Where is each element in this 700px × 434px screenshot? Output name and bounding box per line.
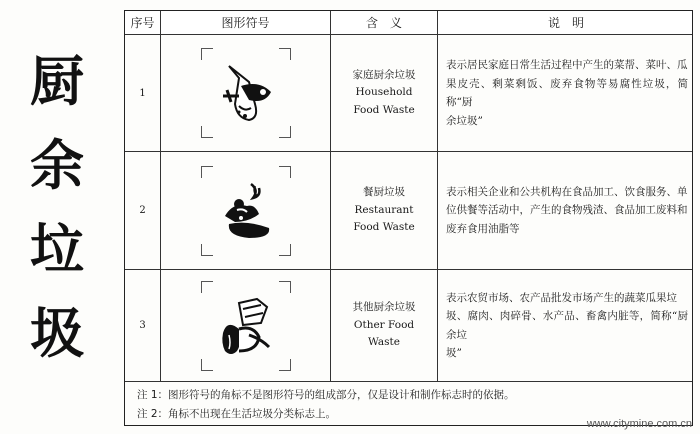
table-header xyxy=(125,11,692,35)
description-cell xyxy=(438,35,694,151)
table-row xyxy=(125,270,692,382)
meaning-en: Food Waste xyxy=(353,221,415,234)
side-title-char: 垃 xyxy=(30,218,84,281)
symbol-table xyxy=(124,10,693,426)
side-title-char: 圾 xyxy=(30,302,84,365)
header-desc: 说 明 xyxy=(547,16,584,30)
symbol-cell xyxy=(161,152,331,269)
meaning-cn: 其他厨余垃圾 xyxy=(352,301,416,314)
header-no: 序号 xyxy=(125,11,161,34)
meaning-cell xyxy=(331,270,438,381)
meaning-en: Waste xyxy=(368,336,400,349)
description-line: 余垃圾” xyxy=(446,114,483,127)
description-line: 表示居民家庭日常生活过程中产生的菜帮、菜叶、瓜 xyxy=(446,59,688,71)
description-line: 果皮壳、剩菜剩饭、废弃食物等易腐性垃圾，简称“厨 xyxy=(446,77,688,108)
restaurant-food-waste-icon xyxy=(201,166,291,256)
meaning-cell xyxy=(331,152,438,269)
description-line: 表示农贸市场、农产品批发市场产生的蔬菜瓜果垃 xyxy=(446,291,677,304)
row-number: 3 xyxy=(125,270,161,381)
meaning-en: Household xyxy=(355,86,413,99)
side-title xyxy=(22,40,92,376)
side-title-char: 厨 xyxy=(30,50,84,113)
header-symbol: 图形符号 xyxy=(161,11,331,34)
meaning-cell xyxy=(331,35,438,151)
row-number: 2 xyxy=(125,152,161,269)
note-line: 注 1：图形符号的角标不是图形符号的组成部分，仅是设计和制作标志时的依据。 xyxy=(137,389,515,401)
description-line: 位供餐等活动中，产生的食物残渣、食品加工废料和 xyxy=(446,204,688,217)
row-number: 1 xyxy=(125,35,161,151)
description-line: 圾、腐肉、肉碎骨、水产品、畜禽内脏等，简称“厨余垃 xyxy=(446,310,688,341)
household-food-waste-icon xyxy=(201,48,291,138)
note-line: 注 2：角标不出现在生活垃圾分类标志上。 xyxy=(137,408,337,420)
other-food-waste-icon xyxy=(201,281,291,371)
meaning-en: Other Food xyxy=(353,318,415,331)
meaning-cn: 家庭厨余垃圾 xyxy=(352,68,416,81)
meaning-en: Restaurant xyxy=(354,203,414,216)
meaning-cn: 餐厨垃圾 xyxy=(363,186,405,199)
table-row xyxy=(125,35,692,152)
table-row xyxy=(125,152,692,270)
description-line: 圾” xyxy=(446,347,462,359)
header-meaning: 含 义 xyxy=(331,11,438,34)
symbol-cell xyxy=(161,35,331,151)
meaning-en: Food Waste xyxy=(353,103,415,116)
description-cell xyxy=(438,270,694,381)
description-cell xyxy=(438,152,694,269)
description-line: 表示相关企业和公共机构在食品加工、饮食服务、单 xyxy=(446,185,688,198)
symbol-cell xyxy=(161,270,331,381)
description-line: 废弃食用油脂等 xyxy=(446,222,520,235)
side-title-char: 余 xyxy=(30,134,84,197)
watermark: www.citymine.com.cn xyxy=(586,418,692,430)
